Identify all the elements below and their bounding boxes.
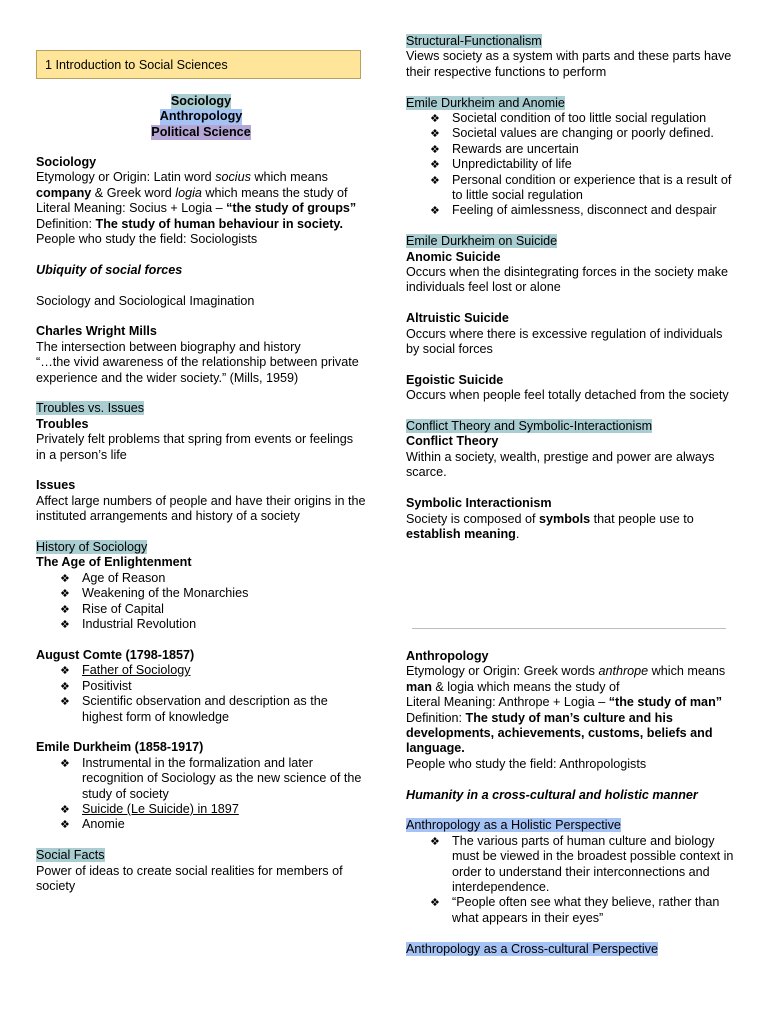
structural-functionalism-text: Views society as a system with parts and these parts have their respective functions to perform: [406, 49, 732, 79]
troubles-vs-issues-label: Troubles vs. Issues: [36, 401, 145, 416]
discipline-anthropology: Anthropology: [159, 109, 243, 124]
troubles-text: Privately felt problems that spring from events or feelings in a person’s life: [36, 432, 354, 462]
comte-heading: August Comte (1798-1857): [36, 647, 195, 662]
comte-list: [36, 663, 366, 725]
list-item: ❖ Societal values are changing or poorly defined.: [430, 126, 736, 141]
anomie-list: [406, 111, 736, 219]
conflict-theory-heading: Conflict Theory: [406, 434, 499, 449]
sociology-etymology: Etymology or Origin: Latin word socius which means company & Greek word logia which means the study of: [36, 170, 348, 200]
right-column-anthropology: [406, 649, 736, 957]
list-item: ❖ Positivist: [60, 679, 366, 694]
humanity-heading: Humanity in a cross-cultural and holistic manner: [406, 787, 698, 802]
list-item: ❖ “People often see what they believe, rather than what appears in their eyes”: [430, 895, 736, 926]
anthropology-etymology: Etymology or Origin: Greek words anthrope which means man & logia which means the study of: [406, 664, 726, 694]
troubles-heading: Troubles: [36, 416, 89, 431]
discipline-sociology: Sociology: [170, 94, 232, 108]
egoistic-suicide-heading: Egoistic Suicide: [406, 372, 504, 387]
altruistic-suicide-text: Occurs where there is excessive regulation of individuals by social forces: [406, 326, 723, 357]
anthropology-literal-meaning: Literal Meaning: Anthrope + Logia – “the study of man”: [406, 695, 723, 710]
left-column: [36, 155, 366, 894]
list-item: ❖ Instrumental in the formalization and later recognition of Sociology as the new science of the study of society: [60, 756, 366, 802]
holistic-list: [406, 834, 736, 926]
list-item: ❖ Weakening of the Monarchies: [60, 586, 366, 601]
list-item: ❖ Societal condition of too little social regulation: [430, 111, 736, 126]
sociology-people: People who study the field: Sociologists: [36, 232, 258, 247]
durkheim-heading: Emile Durkheim (1858-1917): [36, 740, 204, 755]
list-item: ❖ Suicide (Le Suicide) in 1897: [60, 802, 366, 817]
discipline-political-science: Political Science: [151, 124, 251, 139]
list-item: ❖ Personal condition or experience that is a result of to little social regulation: [430, 173, 736, 204]
list-item: ❖ Age of Reason: [60, 571, 366, 586]
list-item: ❖ Unpredictability of life: [430, 157, 736, 172]
list-item: ❖ Rise of Capital: [60, 602, 366, 617]
list-item: ❖ Anomie: [60, 817, 366, 832]
right-column: [406, 34, 736, 542]
social-facts-text: Power of ideas to create social realities for members of society: [36, 863, 343, 893]
mills-line: The intersection between biography and history: [36, 339, 301, 354]
anthropology-definition: Definition: The study of man’s culture and his developments, achievements, customs, beliefs and language.: [406, 710, 713, 756]
list-item: ❖ Industrial Revolution: [60, 617, 366, 632]
sociology-literal-meaning: Literal Meaning: Socius + Logia – “the study of groups”: [36, 201, 357, 216]
list-item: ❖ The various parts of human culture and biology must be viewed in the broadest possible context in order to understand their interconnections and interdependence.: [430, 834, 736, 896]
social-facts-label: Social Facts: [36, 848, 105, 863]
history-label: History of Sociology: [36, 540, 148, 555]
holistic-label: Anthropology as a Holistic Perspective: [406, 818, 621, 833]
sociology-definition: Definition: The study of human behaviour in society.: [36, 216, 343, 231]
crosscultural-label: Anthropology as a Cross-cultural Perspective: [406, 941, 658, 956]
list-item: ❖ Rewards are uncertain: [430, 142, 736, 157]
durkheim-list: [36, 756, 366, 833]
sociology-heading: Sociology: [36, 155, 97, 169]
document-title: 1 Introduction to Social Sciences: [45, 58, 228, 72]
suicide-label: Emile Durkheim on Suicide: [406, 234, 558, 249]
list-item: ❖ Feeling of aimlessness, disconnect and despair: [430, 203, 736, 218]
issues-text: Affect large numbers of people and have their origins in the instituted arrangements and history of a society: [36, 493, 366, 524]
mills-quote: “…the vivid awareness of the relationship between private experience and the wider society.” (Mills, 1959): [36, 355, 359, 385]
disciplines-list: [36, 94, 366, 140]
symbolic-text: Society is composed of symbols that people use to establish meaning.: [406, 511, 694, 541]
enlightenment-list: [36, 571, 366, 633]
anthropology-heading: Anthropology: [406, 649, 489, 663]
egoistic-suicide-text: Occurs when people feel totally detached from the society: [406, 388, 729, 403]
document-title-box: [36, 50, 361, 79]
altruistic-suicide-heading: Altruistic Suicide: [406, 311, 509, 326]
ubiquity-heading: Ubiquity of social forces: [36, 262, 183, 277]
list-item: ❖ Scientific observation and description as the highest form of knowledge: [60, 694, 366, 725]
list-item: ❖ Father of Sociology: [60, 663, 366, 678]
enlightenment-heading: The Age of Enlightenment: [36, 555, 192, 570]
anthropology-people: People who study the field: Anthropologists: [406, 756, 647, 771]
anomie-label: Emile Durkheim and Anomie: [406, 95, 565, 110]
issues-heading: Issues: [36, 478, 76, 493]
symbolic-heading: Symbolic Interactionism: [406, 496, 552, 511]
anomic-suicide-text: Occurs when the disintegrating forces in the society make individuals feel lost or alone: [406, 265, 728, 295]
conflict-theory-text: Within a society, wealth, prestige and power are always scarce.: [406, 449, 715, 480]
mills-heading: Charles Wright Mills: [36, 324, 157, 339]
conflict-label: Conflict Theory and Symbolic-Interactionism: [406, 419, 653, 434]
anomic-suicide-heading: Anomic Suicide: [406, 249, 501, 264]
imagination-text: Sociology and Sociological Imagination: [36, 293, 255, 308]
section-divider: [412, 628, 726, 629]
structural-functionalism-label: Structural-Functionalism: [406, 34, 542, 48]
